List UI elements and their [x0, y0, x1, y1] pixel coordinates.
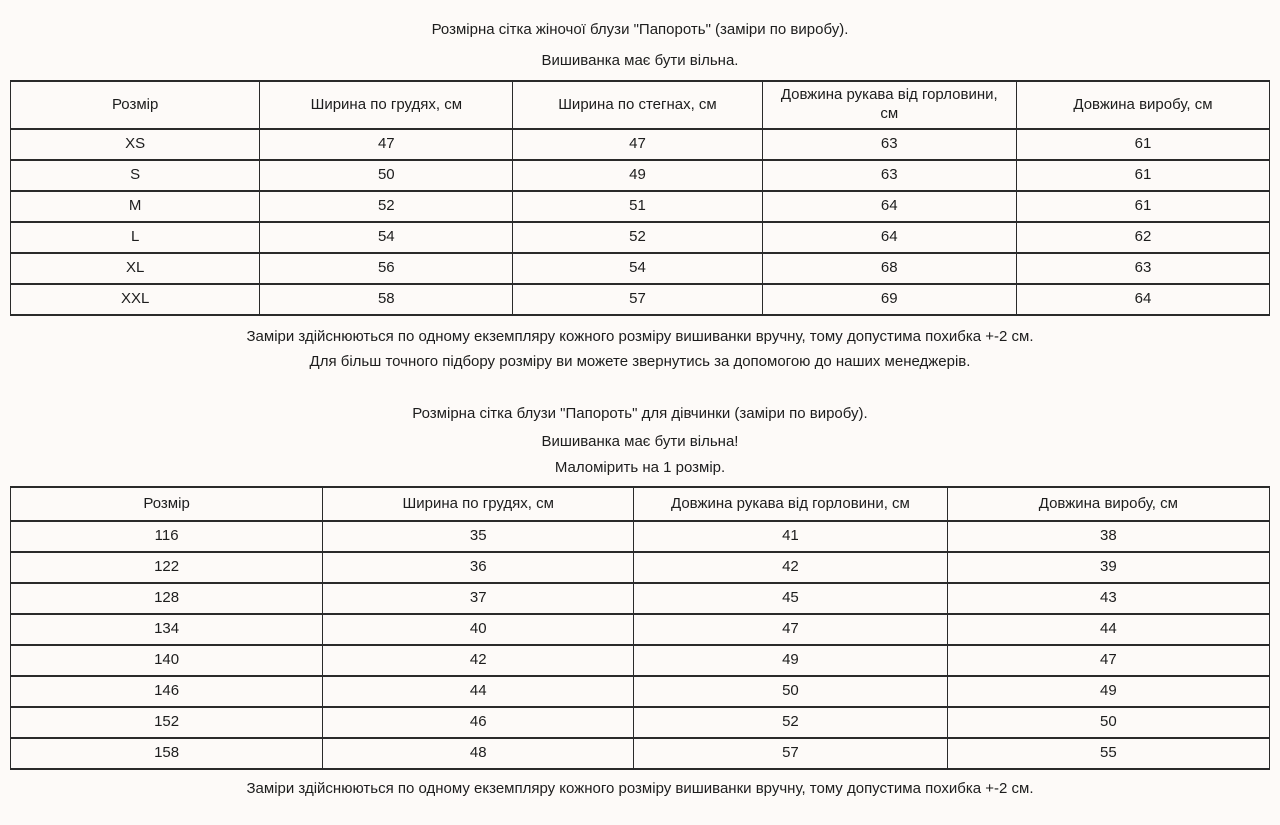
measure-cell: 64: [1016, 284, 1269, 315]
measure-cell: 57: [634, 738, 947, 769]
measure-cell: 52: [513, 222, 762, 253]
measure-cell: 63: [762, 129, 1016, 160]
size-cell: S: [11, 160, 260, 191]
column-header: Ширина по грудях, см: [260, 81, 513, 129]
women-note-managers: Для більш точного підбору розміру ви можете звернутись за допомогою до наших менеджерів.: [309, 353, 971, 370]
table-row: [11, 129, 1270, 160]
girls-note-tolerance: Заміри здійснюються по одному екземпляру кожного розміру вишиванки вручну, тому допустима похибка +-2 см.: [246, 780, 1034, 797]
measure-cell: 49: [947, 676, 1269, 707]
size-cell: 146: [11, 676, 323, 707]
header-row: [11, 81, 1270, 129]
table-row: [11, 284, 1270, 315]
girls-size-table: [10, 486, 1270, 770]
women-table-notes: [0, 324, 1280, 374]
measure-cell: 45: [634, 583, 947, 614]
measure-cell: 37: [323, 583, 634, 614]
table-row: [11, 160, 1270, 191]
size-cell: 140: [11, 645, 323, 676]
size-cell: XXL: [11, 284, 260, 315]
measure-cell: 58: [260, 284, 513, 315]
measure-cell: 50: [634, 676, 947, 707]
size-cell: XS: [11, 129, 260, 160]
column-header: Довжина виробу, см: [947, 487, 1269, 521]
measure-cell: 62: [1016, 222, 1269, 253]
measure-cell: 57: [513, 284, 762, 315]
table-row: [11, 614, 1270, 645]
measure-cell: 69: [762, 284, 1016, 315]
measure-cell: 51: [513, 191, 762, 222]
measure-cell: 63: [1016, 253, 1269, 284]
women-table-subtitle: Вишиванка має бути вільна.: [541, 52, 739, 69]
table-row: [11, 738, 1270, 769]
measure-cell: 47: [513, 129, 762, 160]
measure-cell: 61: [1016, 129, 1269, 160]
size-cell: 122: [11, 552, 323, 583]
measure-cell: 52: [634, 707, 947, 738]
girls-table-subtitle-loose: Вишиванка має бути вільна!: [541, 433, 739, 450]
measure-cell: 35: [323, 521, 634, 552]
measure-cell: 46: [323, 707, 634, 738]
size-cell: 128: [11, 583, 323, 614]
girls-table-title: Розмірна сітка блузи "Папороть" для дівчинки (заміри по виробу).: [412, 405, 868, 422]
column-header: Довжина рукава від горловини, см: [634, 487, 947, 521]
table-row: [11, 191, 1270, 222]
size-cell: 158: [11, 738, 323, 769]
measure-cell: 61: [1016, 160, 1269, 191]
measure-cell: 56: [260, 253, 513, 284]
measure-cell: 55: [947, 738, 1269, 769]
measure-cell: 42: [323, 645, 634, 676]
women-table-title: Розмірна сітка жіночої блузи "Папороть" (заміри по виробу).: [431, 21, 849, 38]
measure-cell: 54: [513, 253, 762, 284]
size-cell: XL: [11, 253, 260, 284]
table-row: [11, 222, 1270, 253]
measure-cell: 47: [634, 614, 947, 645]
measure-cell: 64: [762, 222, 1016, 253]
size-chart-document: [0, 21, 1280, 825]
column-header: Ширина по грудях, см: [323, 487, 634, 521]
measure-cell: 44: [323, 676, 634, 707]
table-row: [11, 583, 1270, 614]
column-header: Розмір: [11, 81, 260, 129]
girls-table-subtitle-runs-small: Маломірить на 1 розмір.: [554, 459, 726, 476]
size-cell: 152: [11, 707, 323, 738]
table-row: [11, 645, 1270, 676]
size-cell: 134: [11, 614, 323, 645]
measure-cell: 36: [323, 552, 634, 583]
measure-cell: 47: [260, 129, 513, 160]
measure-cell: 54: [260, 222, 513, 253]
measure-cell: 43: [947, 583, 1269, 614]
measure-cell: 68: [762, 253, 1016, 284]
size-cell: M: [11, 191, 260, 222]
measure-cell: 64: [762, 191, 1016, 222]
table-row: [11, 521, 1270, 552]
measure-cell: 63: [762, 160, 1016, 191]
measure-cell: 49: [513, 160, 762, 191]
measure-cell: 50: [947, 707, 1269, 738]
measure-cell: 39: [947, 552, 1269, 583]
table-row: [11, 253, 1270, 284]
measure-cell: 48: [323, 738, 634, 769]
measure-cell: 52: [260, 191, 513, 222]
measure-cell: 40: [323, 614, 634, 645]
column-header: Довжина виробу, см: [1016, 81, 1269, 129]
table-row: [11, 552, 1270, 583]
table-row: [11, 707, 1270, 738]
measure-cell: 41: [634, 521, 947, 552]
header-row: [11, 487, 1270, 521]
table-row: [11, 676, 1270, 707]
women-note-tolerance: Заміри здійснюються по одному екземпляру кожного розміру вишиванки вручну, тому допустима похибка +-2 см.: [246, 328, 1034, 345]
measure-cell: 38: [947, 521, 1269, 552]
measure-cell: 50: [260, 160, 513, 191]
measure-cell: 47: [947, 645, 1269, 676]
column-header: Довжина рукава від горловини, см: [762, 81, 1016, 129]
measure-cell: 49: [634, 645, 947, 676]
column-header: Ширина по стегнах, см: [513, 81, 762, 129]
size-cell: L: [11, 222, 260, 253]
measure-cell: 42: [634, 552, 947, 583]
women-size-table: [10, 80, 1270, 316]
column-header: Розмір: [11, 487, 323, 521]
measure-cell: 44: [947, 614, 1269, 645]
measure-cell: 61: [1016, 191, 1269, 222]
size-cell: 116: [11, 521, 323, 552]
